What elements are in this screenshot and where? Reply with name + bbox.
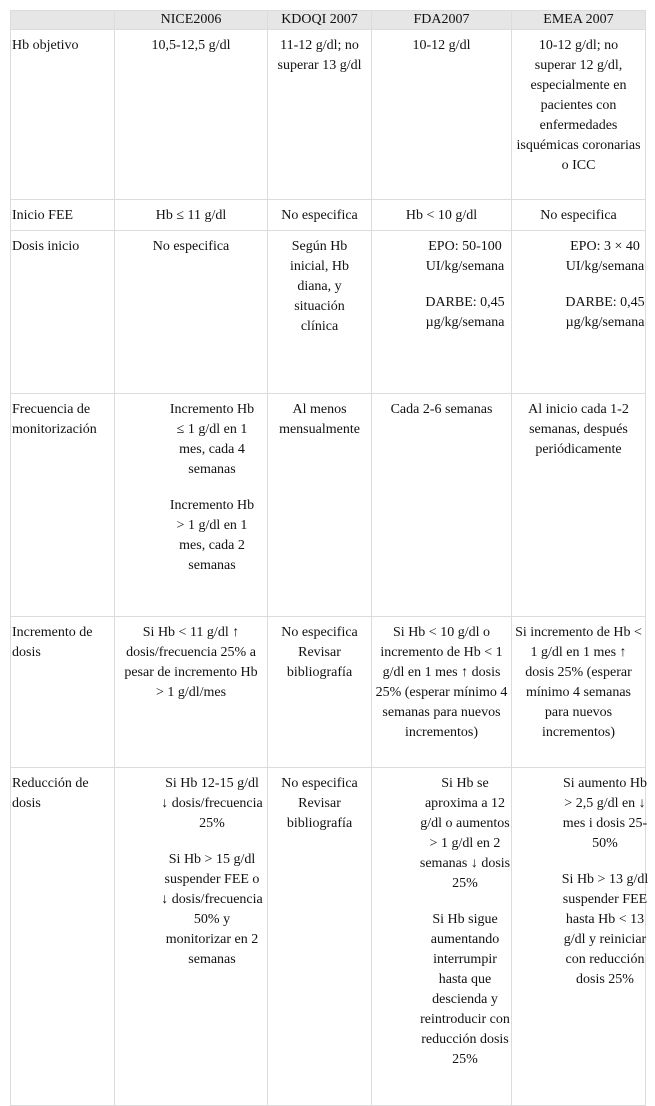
cell-nice bbox=[115, 30, 268, 200]
cell-text: Hb < 10 g/dl bbox=[405, 208, 478, 223]
table-row bbox=[11, 30, 646, 200]
cell-text: Si Hb < 11 g/dl ↑ dosis/frecuencia 25% a pesar de incremento Hb > 1 g/dl/mes bbox=[124, 625, 258, 700]
cell-kdoqi bbox=[268, 394, 372, 617]
cell-text: Incremento Hb > 1 g/dl en 1 mes, cada 2 semanas bbox=[169, 498, 255, 573]
cell-text: Incremento Hb ≤ 1 g/dl en 1 mes, cada 4 semanas bbox=[169, 402, 255, 477]
header-kdoqi: KDOQI 2007 bbox=[268, 11, 372, 30]
cell-emea bbox=[512, 394, 646, 617]
header-fda: FDA2007 bbox=[372, 11, 512, 30]
cell-fda bbox=[372, 617, 512, 768]
cell-nice bbox=[115, 231, 268, 394]
cell-text: Si Hb < 10 g/dl o incremento de Hb < 1 g/dl en 1 mes ↑ dosis 25% (esperar mínimo 4 semanas para nuevos incrementos) bbox=[375, 625, 508, 740]
cell-text: 10-12 g/dl bbox=[412, 38, 471, 53]
cell-emea bbox=[512, 30, 646, 200]
cell-emea bbox=[512, 768, 649, 1106]
row-label: Reducción de dosis bbox=[11, 768, 115, 1106]
cell-text: Cada 2-6 semanas bbox=[390, 402, 493, 417]
cell-nice bbox=[115, 617, 268, 768]
header-empty bbox=[11, 11, 115, 30]
table-row bbox=[11, 768, 646, 1106]
cell-emea bbox=[512, 200, 646, 231]
table-row bbox=[11, 231, 646, 394]
cell-text: 10,5-12,5 g/dl bbox=[151, 38, 231, 53]
cell-text: No especifica Revisar bibliografía bbox=[281, 625, 358, 680]
cell-kdoqi bbox=[268, 768, 372, 1106]
cell-text: Al menos mensualmente bbox=[279, 402, 360, 437]
cell-kdoqi bbox=[268, 617, 372, 768]
cell-fda bbox=[372, 394, 512, 617]
cell-fda bbox=[372, 231, 512, 394]
cell-text: Si Hb 12-15 g/dl ↓ dosis/frecuencia 25% bbox=[161, 776, 263, 831]
cell-text: No especifica bbox=[152, 239, 230, 254]
cell-nice bbox=[115, 200, 268, 231]
comparison-table bbox=[10, 10, 649, 1106]
header-emea: EMEA 2007 bbox=[512, 11, 646, 30]
cell-kdoqi bbox=[268, 30, 372, 200]
cell-text: 11-12 g/dl; no superar 13 g/dl bbox=[277, 38, 362, 73]
row-label: Frecuencia de monitorización bbox=[11, 394, 115, 617]
cell-text: No especifica bbox=[281, 208, 358, 223]
cell-text: Si Hb se aproxima a 12 g/dl o aumentos > 1 g/dl en 2 semanas ↓ dosis 25% bbox=[419, 776, 511, 891]
cell-text: Si Hb sigue aumentando interrumpir hasta que descienda y reintroducir con reducción dosis 25% bbox=[420, 912, 510, 1067]
cell-text: No especifica Revisar bibliografía bbox=[281, 776, 358, 831]
cell-text: Si Hb > 15 g/dl suspender FEE o ↓ dosis/frecuencia 50% y monitorizar en 2 semanas bbox=[161, 852, 263, 967]
cell-text: No especifica bbox=[540, 208, 617, 223]
cell-text: EPO: 50-100 UI/kg/semana bbox=[425, 239, 505, 274]
cell-text: Al inicio cada 1-2 semanas, después periódicamente bbox=[528, 402, 629, 457]
table-row bbox=[11, 394, 646, 617]
row-label: Dosis inicio bbox=[11, 231, 115, 394]
cell-text: Según Hb inicial, Hb diana, y situación clínica bbox=[289, 239, 350, 334]
cell-emea bbox=[512, 231, 646, 394]
cell-text: 10-12 g/dl; no superar 12 g/dl, especialmente en pacientes con enfermedades isquémicas coronarias o ICC bbox=[516, 38, 641, 173]
header-row bbox=[11, 11, 646, 30]
cell-text: Si aumento Hb > 2,5 g/dl en ↓ mes i dosis 25-50% bbox=[562, 776, 648, 851]
cell-fda bbox=[372, 200, 512, 231]
cell-kdoqi bbox=[268, 200, 372, 231]
cell-nice bbox=[115, 768, 268, 1106]
cell-text: Hb ≤ 11 g/dl bbox=[155, 208, 227, 223]
cell-fda bbox=[372, 30, 512, 200]
cell-text: Si Hb > 13 g/dl suspender FEE hasta Hb < 13 g/dl y reiniciar con reducción dosis 25% bbox=[561, 872, 649, 987]
header-nice: NICE2006 bbox=[115, 11, 268, 30]
cell-text: DARBE: 0,45 µg/kg/semana bbox=[425, 295, 505, 330]
cell-fda bbox=[372, 768, 512, 1106]
cell-text: Si incremento de Hb < 1 g/dl en 1 mes ↑ dosis 25% (esperar mínimo 4 semanas para nuevos incrementos) bbox=[515, 625, 642, 740]
row-label: Inicio FEE bbox=[11, 200, 115, 231]
row-label: Hb objetivo bbox=[11, 30, 115, 200]
row-label: Incremento de dosis bbox=[11, 617, 115, 768]
cell-text: DARBE: 0,45 µg/kg/semana bbox=[565, 295, 645, 330]
cell-nice bbox=[115, 394, 268, 617]
cell-kdoqi bbox=[268, 231, 372, 394]
cell-emea bbox=[512, 617, 646, 768]
table-row bbox=[11, 617, 646, 768]
table-row bbox=[11, 200, 646, 231]
cell-text: EPO: 3 × 40 UI/kg/semana bbox=[565, 239, 645, 274]
